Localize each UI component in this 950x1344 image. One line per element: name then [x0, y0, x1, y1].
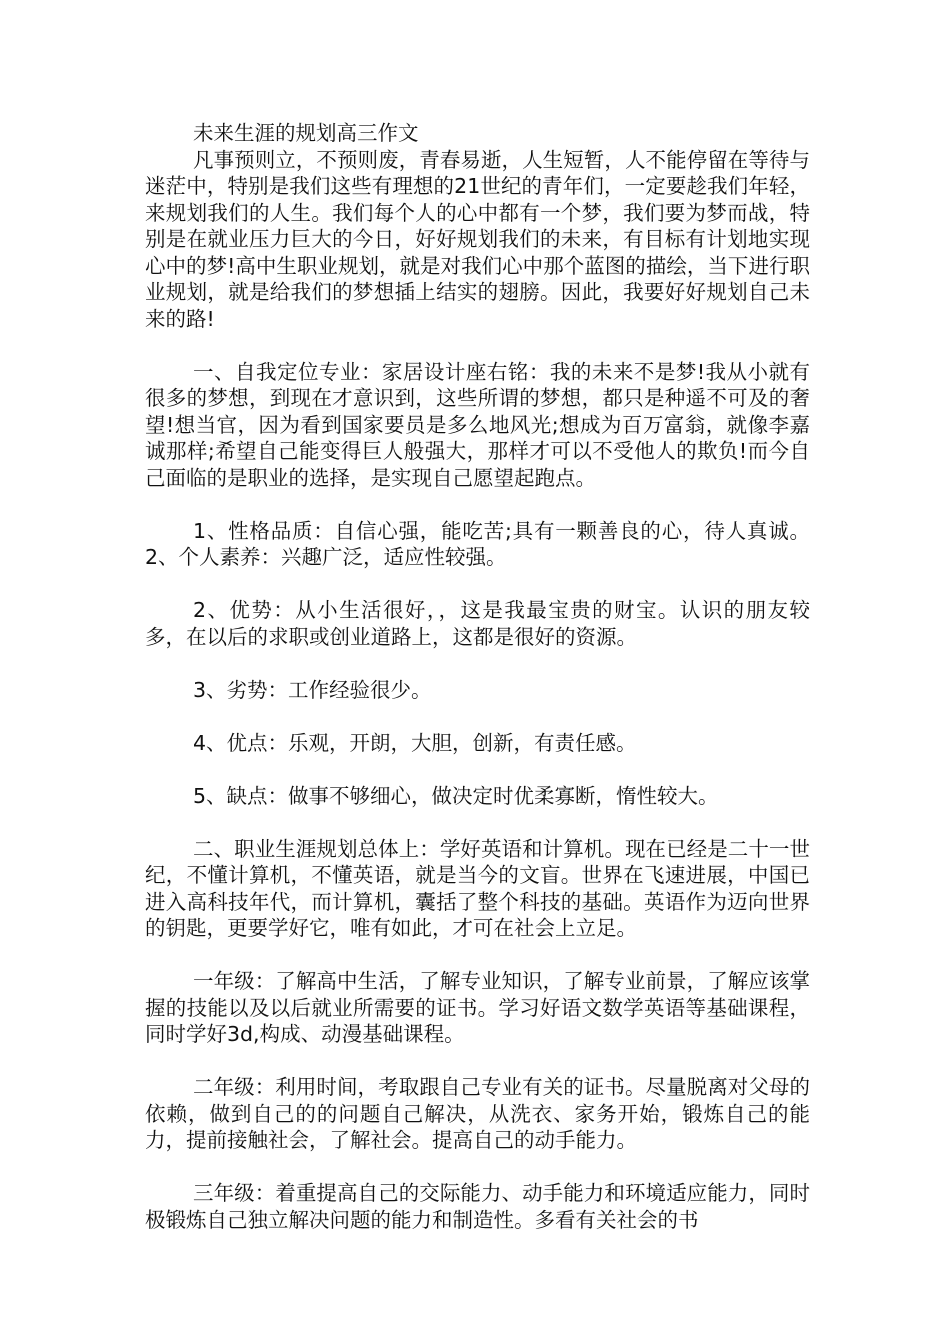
paragraph-shortcomings: 5、缺点：做事不够细心，做决定时优柔寡断，惰性较大。 [193, 783, 719, 808]
paragraph-grade-three: 三年级：着重提高自己的交际能力、动手能力和环境适应能力，同时极锻炼自己独立解决问题的能力和制造性。多看有关社会的书 [145, 1181, 810, 1232]
paragraph-grade-one: 一年级：了解高中生活，了解专业知识，了解专业前景，了解应该掌握的技能以及以后就业所需要的证书。学习好语文数学英语等基础课程，同时学好3d,构成、动漫基础课程。 [145, 969, 810, 1046]
paragraph-merits: 4、优点：乐观，开朗，大胆，创新，有责任感。 [193, 730, 637, 755]
paragraph-career-plan: 二、职业生涯规划总体上：学好英语和计算机。现在已经是二十一世纪，不懂计算机，不懂英语，就是当今的文盲。世界在飞速进展，中国已进入高科技年代，而计算机，囊括了整个科技的基础。英语作为迈向世界的钥匙，更要学好它，唯有如此，才可在社会上立足。 [145, 836, 810, 940]
paragraph-grade-two: 二年级：利用时间，考取跟自己专业有关的证书。尽量脱离对父母的依赖，做到自己的的问题自己解决，从洗衣、家务开始，锻炼自己的能力，提前接触社会，了解社会。提高自己的动手能力。 [145, 1075, 810, 1152]
paragraph-self-positioning: 一、自我定位专业：家居设计座右铭：我的未来不是梦!我从小就有很多的梦想，到现在才意识到，这些所谓的梦想，都只是种遥不可及的奢望!想当官，因为看到国家要员是多么地风光;想成为百万富翁，就像李嘉诚那样;希望自己能变得巨人般强大，那样才可以不受他人的欺负!而今自己面临的是职业的选择，是实现自己愿望起跑点。 [145, 359, 810, 490]
paragraph-weaknesses: 3、劣势：工作经验很少。 [193, 677, 432, 702]
paragraph-intro: 凡事预则立，不预则废，青春易逝，人生短暂，人不能停留在等待与迷茫中，特别是我们这些有理想的21世纪的青年们，一定要趁我们年轻，来规划我们的人生。我们每个人的心中都有一个梦，我们要为梦而战，特别是在就业压力巨大的今日，好好规划我们的未来，有目标有计划地实现心中的梦!高中生职业规划，就是对我们心中那个蓝图的描绘，当下进行职业规划，就是给我们的梦想插上结实的翅膀。因此，我要好好规划自己未来的路! [145, 147, 810, 331]
document-title: 未来生涯的规划高三作文 [193, 121, 419, 145]
paragraph-strengths: 2、优势：从小生活很好，，这是我最宝贵的财宝。认识的朋友较多，在以后的求职或创业道路上，这都是很好的资源。 [145, 598, 810, 649]
document-page [145, 120, 810, 1233]
paragraph-personality: 1、性格品质：自信心强，能吃苦;具有一颗善良的心，待人真诚。2、个人素养：兴趣广泛，适应性较强。 [145, 518, 810, 569]
